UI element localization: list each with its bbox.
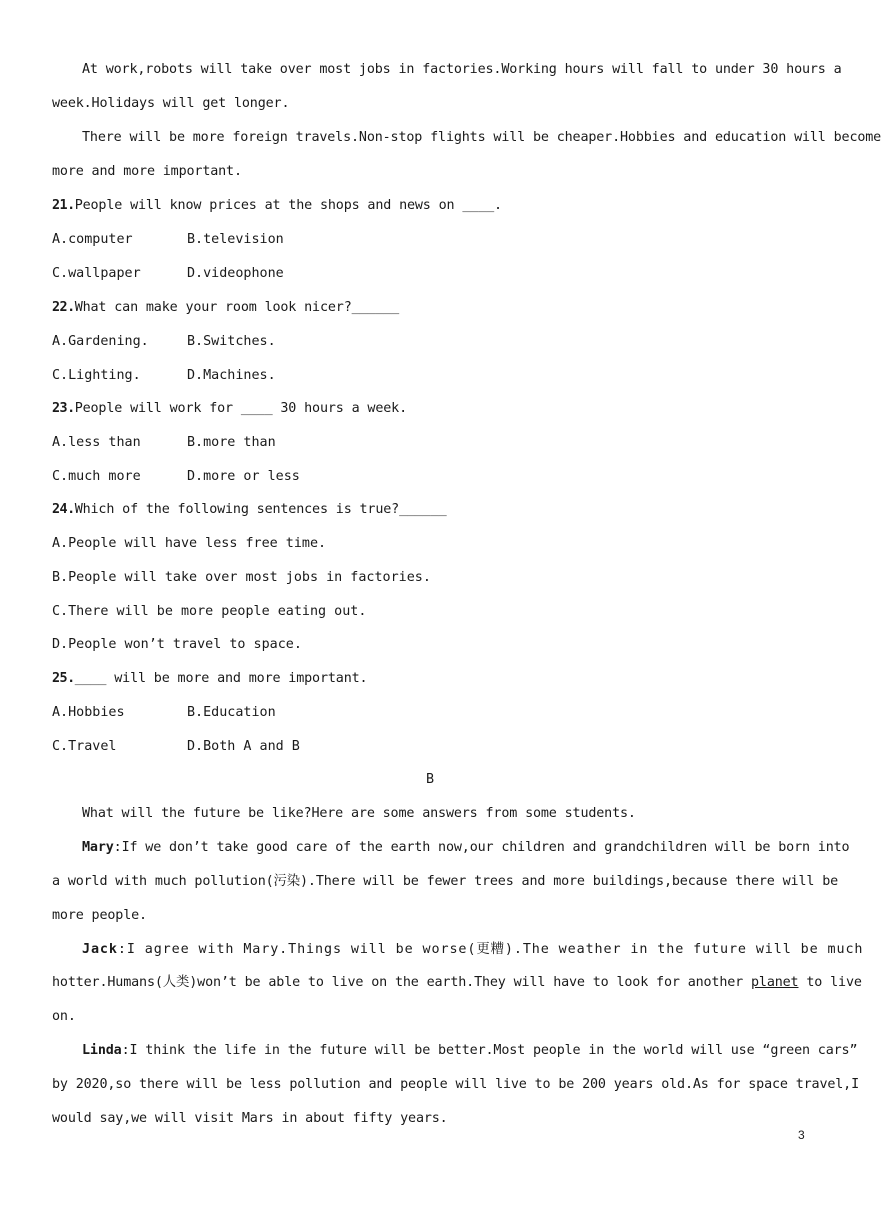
option-a: A.Gardening. — [52, 334, 149, 349]
mary-paragraph-line: a world with much pollution(污染).There will be fewer trees and more buildings,because there will be — [52, 874, 839, 889]
option-c: C.Travel — [52, 739, 117, 754]
option-b: B.People will take over most jobs in factories. — [52, 570, 431, 585]
option-b: B.Switches. — [187, 334, 276, 349]
question-text: Which of the following sentences is true?______ — [74, 502, 447, 517]
question-21 — [52, 196, 812, 216]
section-heading: B — [425, 772, 435, 787]
option-a: A.People will have less free time. — [52, 536, 327, 551]
option-c: C.much more — [52, 469, 141, 484]
question-25 — [52, 669, 812, 689]
speaker-name: Linda — [82, 1043, 122, 1058]
option-c: C.Lighting. — [52, 368, 141, 383]
linda-paragraph-line: by 2020,so there will be less pollution and people will live to be 200 years old.As for space travel,I — [52, 1077, 860, 1092]
passage-a-line: more and more important. — [52, 164, 242, 179]
option-b: B.more than — [187, 435, 276, 450]
speaker-name: Jack — [82, 942, 118, 957]
jack-text: hotter.Humans(人类)won’t be able to live on the earth.They will have to look for another — [52, 975, 751, 990]
question-22 — [52, 298, 812, 318]
passage-a-line: week.Holidays will get longer. — [52, 96, 290, 111]
question-23 — [52, 399, 812, 419]
question-number: 24. — [52, 502, 75, 517]
option-d: D.Both A and B — [187, 739, 300, 754]
speaker-text: :If we don’t take good care of the earth now,our children and grandchildren will be born into — [113, 840, 850, 855]
page-number: 3 — [798, 1128, 805, 1142]
mary-paragraph-line: more people. — [52, 908, 147, 923]
passage-a-line: At work,robots will take over most jobs in factories.Working hours will fall to under 30 hours a — [82, 62, 842, 77]
option-d: D.Machines. — [187, 368, 276, 383]
jack-paragraph-line: on. — [52, 1009, 76, 1024]
question-number: 23. — [52, 401, 75, 416]
option-d: D.People won’t travel to space. — [52, 637, 302, 652]
question-text: ____ will be more and more important. — [74, 671, 368, 686]
speaker-name: Mary — [82, 840, 114, 855]
mary-paragraph-line — [82, 838, 850, 858]
linda-paragraph-line: would say,we will visit Mars in about fifty years. — [52, 1111, 448, 1126]
question-number: 22. — [52, 300, 75, 315]
option-d: D.more or less — [187, 469, 300, 484]
option-c: C.wallpaper — [52, 266, 141, 281]
speaker-text: :I agree with Mary.Things will be worse(更糟).The weather in the future will be much — [117, 942, 864, 957]
option-d: D.videophone — [187, 266, 284, 281]
option-b: B.television — [187, 232, 284, 247]
passage-a-line: There will be more foreign travels.Non-stop flights will be cheaper.Hobbies and education will become — [82, 130, 881, 145]
jack-paragraph-line — [52, 973, 862, 993]
option-a: A.Hobbies — [52, 705, 125, 720]
question-text: What can make your room look nicer?______ — [74, 300, 400, 315]
jack-paragraph-line — [82, 940, 864, 960]
option-c: C.There will be more people eating out. — [52, 604, 367, 619]
question-number: 21. — [52, 198, 75, 213]
speaker-text: :I think the life in the future will be better.Most people in the world will use “green cars” — [121, 1043, 858, 1058]
question-text: People will work for ____ 30 hours a week. — [74, 401, 407, 416]
underlined-word: planet — [751, 975, 799, 990]
option-a: A.less than — [52, 435, 141, 450]
linda-paragraph-line — [82, 1041, 858, 1061]
option-a: A.computer — [52, 232, 133, 247]
passage-b-intro: What will the future be like?Here are some answers from some students. — [82, 806, 636, 821]
option-b: B.Education — [187, 705, 276, 720]
question-text: People will know prices at the shops and news on ____. — [74, 198, 502, 213]
question-24 — [52, 500, 812, 520]
jack-text: to live — [798, 975, 862, 990]
question-number: 25. — [52, 671, 75, 686]
